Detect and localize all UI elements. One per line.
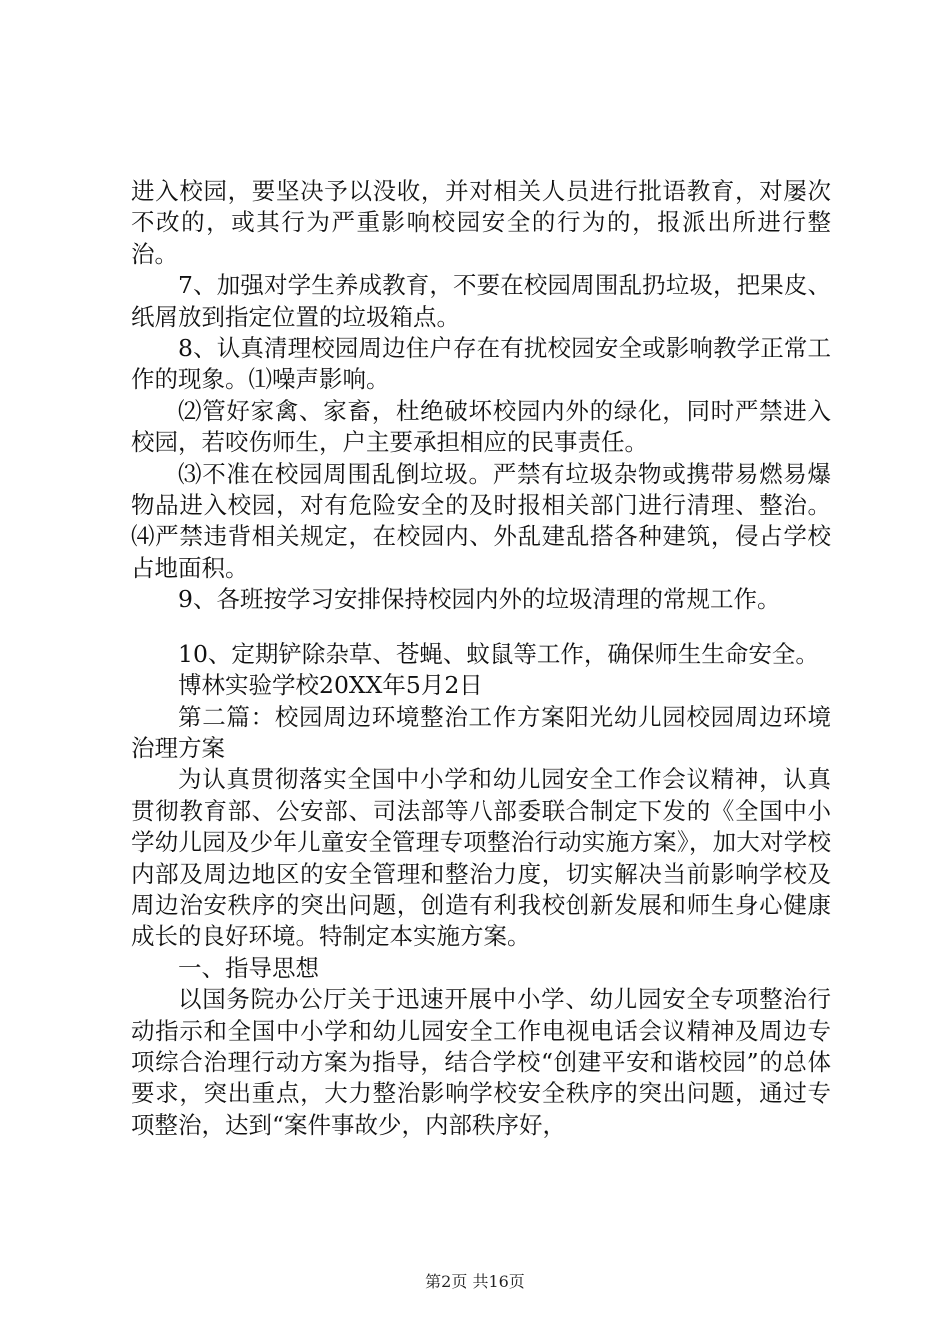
paragraph-item-9: 9、各班按学习安排保持校园内外的垃圾清理的常规工作。 [178,585,781,614]
paragraph-guiding-thought: 以国务院办公厅关于迅速开展中小学、幼儿园安全专项整治行动指示和全国中小学和幼儿园安全工作电视电话会议精神及周边专项综合治理行动方案为指导，结合学校“创建平安和谐校园”的总体要求，突出重点，大力整治影响学校安全秩序的突出问题，通过专项整治，达到“案件事故少，内部秩序好， [131,985,831,1139]
signature-date-line: 博林实验学校20XX年5月2日 [178,671,483,700]
section-heading-part-two: 第二篇：校园周边环境整治工作方案阳光幼儿园校园周边环境治理方案 [131,702,831,762]
document-body [131,176,831,1141]
paragraph-item-7: 7、加强对学生养成教育，不要在校园周围乱扔垃圾，把果皮、纸屑放到指定位置的垃圾箱点。 [131,271,831,331]
paragraph-item-8: 8、认真清理校园周边住户存在有扰校园安全或影响教学正常工作的现象。⑴噪声影响。 [131,334,831,394]
paragraph-item-10: 10、定期铲除杂草、苍蝇、蚊鼠等工作，确保师生生命安全。 [178,639,819,668]
page-number-label: 第2页 共16页 [425,1272,525,1291]
paragraph-subitem-2: ⑵管好家禽、家畜，杜绝破坏校园内外的绿化，同时严禁进入校园，若咬伤师生，户主要承担相应的民事责任。 [131,396,831,457]
paragraph-intro: 为认真贯彻落实全国中小学和幼儿园安全工作会议精神，认真贯彻教育部、公安部、司法部等八部委联合制定下发的《全国中小学幼儿园及少年儿童安全管理专项整治行动实施方案》，加大对学校内部及周边地区的安全管理和整治力度，切实解决当前影响学校及周边治安秩序的突出问题，创造有利我校创新发展和师生身心健康成长的良好环境。特制定本实施方案。 [131,765,831,951]
paragraph-continuation: 进入校园，要坚决予以没收，并对相关人员进行批语教育，对屡次不改的，或其行为严重影响校园安全的行为的，报派出所进行整治。 [131,177,831,268]
paragraph-subitem-3-4: ⑶不准在校园周围乱倒垃圾。严禁有垃圾杂物或携带易燃易爆物品进入校园，对有危险安全的及时报相关部门进行清理、整治。⑷严禁违背相关规定，在校园内、外乱建乱搭各种建筑，侵占学校占地面积。 [131,459,831,582]
section-heading-guiding-thought: 一、指导思想 [178,953,319,982]
page-footer [0,1272,950,1292]
